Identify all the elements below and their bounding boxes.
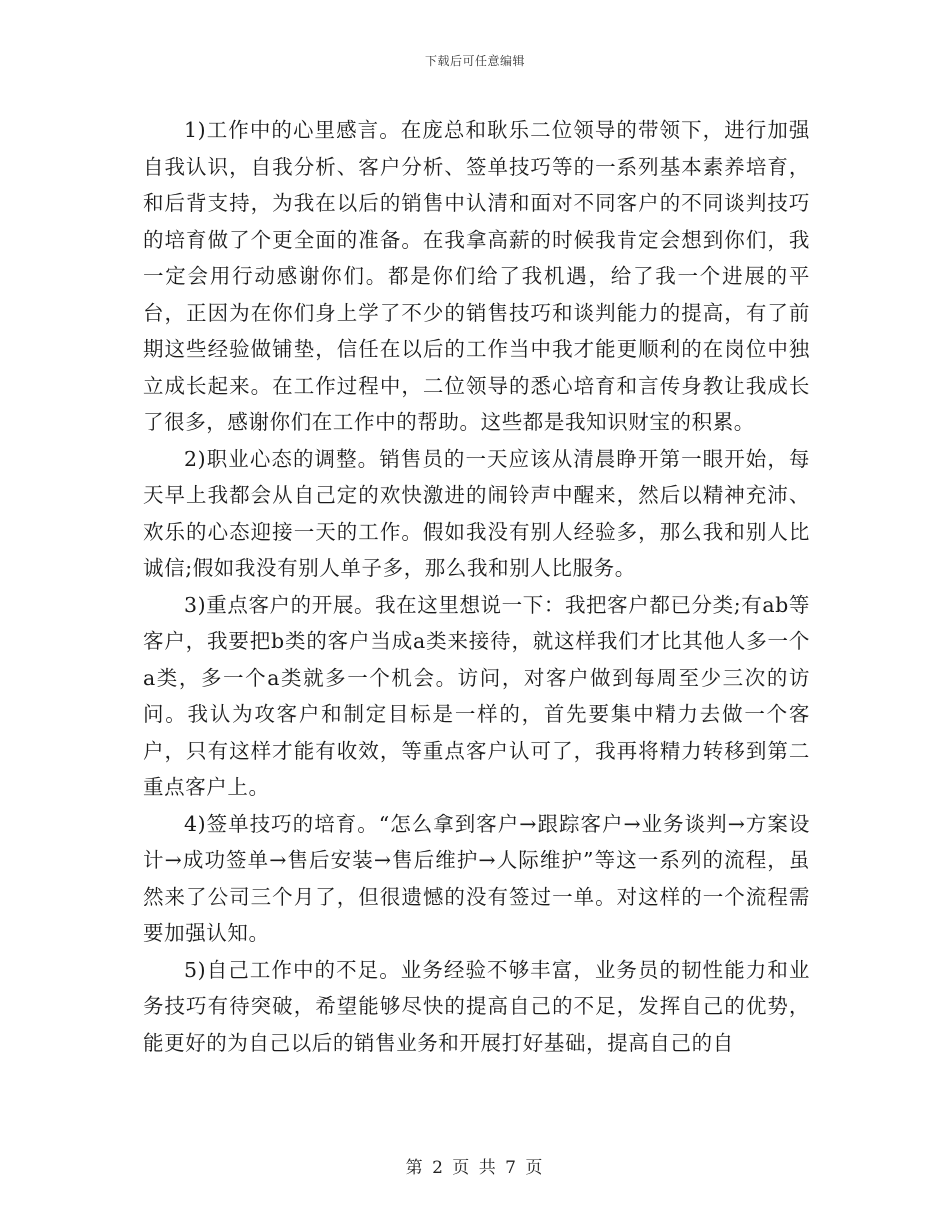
paragraph-4: 4)签单技巧的培育。“怎么拿到客户→跟踪客户→业务谈判→方案设计→成功签单→售后安装→售后维护→人际维护”等这一系列的流程，虽然来了公司三个月了，但很遗憾的没有签过一单。对这样的一个流程需要加强认知。 <box>143 811 810 945</box>
paragraph-3: 3)重点客户的开展。我在这里想说一下：我把客户都已分类;有ab等客户，我要把b类的客户当成a类来接待，就这样我们才比其他人多一个a类，多一个a类就多一个机会。访问，对客户做到每周至少三次的访问。我认为攻客户和制定目标是一样的，首先要集中精力去做一个客户，只有这样才能有收效，等重点客户认可了，我再将精力转移到第二重点客户上。 <box>143 592 810 799</box>
paragraph-1: 1)工作中的心里感言。在庞总和耿乐二位领导的带领下，进行加强自我认识，自我分析、客户分析、签单技巧等的一系列基本素养培育，和后背支持，为我在以后的销售中认清和面对不同客户的不同谈判技巧的培育做了个更全面的准备。在我拿高薪的时候我肯定会想到你们，我一定会用行动感谢你们。都是你们给了我机遇，给了我一个进展的平台，正因为在你们身上学了不少的销售技巧和谈判能力的提高，有了前期这些经验做铺垫，信任在以后的工作当中我才能更顺利的在岗位中独立成长起来。在工作过程中，二位领导的悉心培育和言传身教让我成长了很多，感谢你们在工作中的帮助。这些都是我知识财宝的积累。 <box>143 118 810 434</box>
document-body <box>143 112 810 1061</box>
page-footer: 第 2 页 共 7 页 <box>405 1158 545 1178</box>
paragraph-5: 5)自己工作中的不足。业务经验不够丰富，业务员的韧性能力和业务技巧有待突破，希望能够尽快的提高自己的不足，发挥自己的优势，能更好的为自己以后的销售业务和开展打好基础，提高自己的自 <box>143 957 810 1055</box>
paragraph-2: 2)职业心态的调整。销售员的一天应该从清晨睁开第一眼开始，每天早上我都会从自己定的欢快激进的闹铃声中醒来，然后以精神充沛、欢乐的心态迎接一天的工作。假如我没有别人经验多，那么我和别人比诚信;假如我没有别人单子多，那么我和别人比服务。 <box>143 446 810 580</box>
page-header: 下载后可任意编辑 <box>424 54 525 68</box>
